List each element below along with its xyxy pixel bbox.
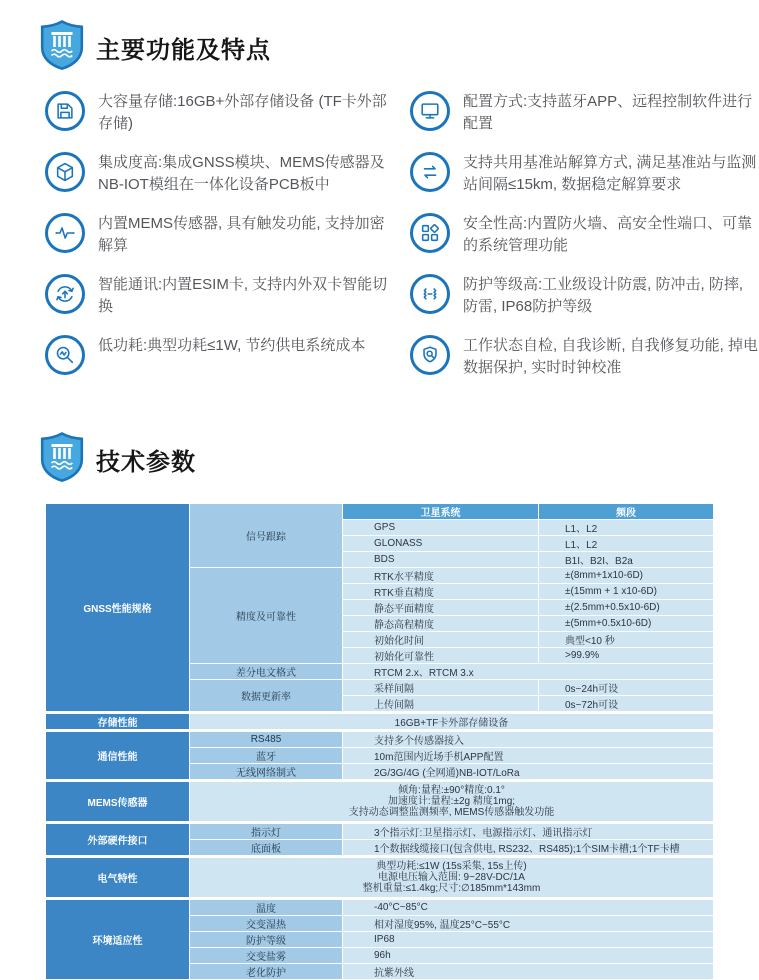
- value-cell: L1、L2: [539, 520, 714, 536]
- value-cell: 3个指示灯:卫星指示灯、电源指示灯、通讯指示灯: [343, 823, 714, 840]
- shield-dam-icon: [40, 20, 84, 75]
- spec-table: [45, 501, 714, 980]
- table-row: [46, 503, 714, 520]
- table-row: [46, 731, 714, 748]
- value-cell: RTCM 2.x、RTCM 3.x: [343, 664, 714, 680]
- pulse-waveform-icon: [45, 213, 85, 253]
- feature-item: [45, 152, 390, 196]
- table-row: [46, 713, 714, 731]
- feature-item: [45, 91, 390, 135]
- param-cell: 初始化时间: [343, 632, 539, 648]
- category-cell-storage: 存储性能: [46, 713, 190, 731]
- feature-text: 内置MEMS传感器, 具有触发功能, 支持加密解算: [98, 215, 385, 254]
- feature-text: 支持共用基准站解算方式, 满足基准站与监测站间隔≤15km, 数据稳定解算要求: [463, 154, 757, 193]
- category-cell-comm: 通信性能: [46, 731, 190, 781]
- param-cell: 指示灯: [190, 823, 343, 840]
- param-cell: 交变湿热: [190, 916, 343, 932]
- vibration-icon: [410, 274, 450, 314]
- value-cell: IP68: [343, 932, 714, 948]
- group-cell-update: 数据更新率: [190, 680, 343, 713]
- value-cell: 相对湿度95%, 温度25°C~55°C: [343, 916, 714, 932]
- feature-item: [410, 213, 759, 257]
- group-cell-signal: 信号跟踪: [190, 503, 343, 568]
- category-cell-env: 环境适应性: [46, 899, 190, 980]
- value-cell: 典型<10 秒: [539, 632, 714, 648]
- feature-text: 智能通讯:内置ESIM卡, 支持内外双卡智能切换: [98, 276, 388, 315]
- value-cell: 10m范围内近场手机APP配置: [343, 748, 714, 764]
- value-line: 支持动态调整监测频率, MEMS传感器触发功能: [348, 807, 555, 818]
- value-cell: ±(15mm + 1 x10-6D): [539, 584, 714, 600]
- shield-dam-icon: [40, 432, 84, 487]
- feature-text: 大容量存储:16GB+外部存储设备 (TF卡外部存储): [98, 93, 387, 132]
- feature-item: [410, 152, 759, 196]
- value-cell: ±(2.5mm+0.5x10-6D): [539, 600, 714, 616]
- cube-icon: [45, 152, 85, 192]
- param-cell: 老化防护: [190, 964, 343, 980]
- param-cell: 温度: [190, 899, 343, 916]
- features-right-column: [410, 91, 759, 396]
- shield-check-icon: [410, 335, 450, 375]
- value-line: 电源电压输入范围: 9~28V-DC/1A: [378, 872, 525, 883]
- feature-item: [45, 213, 390, 257]
- param-cell: 无线网络制式: [190, 764, 343, 781]
- category-cell-hw: 外部硬件接口: [46, 823, 190, 857]
- param-cell: BDS: [343, 552, 539, 568]
- value-cell: ±(5mm+0.5x10-6D): [539, 616, 714, 632]
- table-row: [46, 781, 714, 823]
- param-cell: 采样间隔: [343, 680, 539, 696]
- value-cell: 2G/3G/4G (全网通)NB-IOT/LoRa: [343, 764, 714, 781]
- param-cell: 防护等级: [190, 932, 343, 948]
- param-cell: 静态高程精度: [343, 616, 539, 632]
- value-cell: 1个数据线缆接口(包含供电, RS232、RS485);1个SIM卡槽;1个TF卡槽: [343, 840, 714, 857]
- category-cell-mems: MEMS传感器: [46, 781, 190, 823]
- value-cell: >99.9%: [539, 648, 714, 664]
- value-cell: 抗紫外线: [343, 964, 714, 980]
- feature-text: 集成度高:集成GNSS模块、MEMS传感器及NB-IOT模组在一体化设备PCB板中: [98, 154, 385, 193]
- feature-item: [45, 335, 390, 375]
- param-cell: 蓝牙: [190, 748, 343, 764]
- arrow-cycle-icon: [45, 274, 85, 314]
- specs-section-title: 技术参数: [96, 449, 196, 476]
- param-cell: RS485: [190, 731, 343, 748]
- column-header-band: 频段: [539, 503, 714, 520]
- value-cell: [190, 781, 714, 823]
- feature-item: [45, 274, 390, 318]
- value-cell: B1I、B2I、B2a: [539, 552, 714, 568]
- param-cell: GLONASS: [343, 536, 539, 552]
- features-section-header: [40, 20, 759, 75]
- param-cell: RTK垂直精度: [343, 584, 539, 600]
- value-cell: 16GB+TF卡外部存储设备: [190, 713, 714, 731]
- value-cell: 0s~24h可设: [539, 680, 714, 696]
- table-row: [46, 823, 714, 840]
- value-cell: -40°C~85°C: [343, 899, 714, 916]
- param-cell: 交变盐雾: [190, 948, 343, 964]
- value-cell: [190, 857, 714, 899]
- value-line: 整机重量:≤1.4kg;尺寸:∅185mm*143mm: [362, 883, 541, 894]
- value-cell: L1、L2: [539, 536, 714, 552]
- param-cell: RTK水平精度: [343, 568, 539, 584]
- group-cell-rtcm: 差分电文格式: [190, 664, 343, 680]
- floppy-disk-icon: [45, 91, 85, 131]
- features-list: [45, 91, 759, 396]
- category-cell-power: 电气特性: [46, 857, 190, 899]
- feature-text: 低功耗:典型功耗≤1W, 节约供电系统成本: [98, 337, 366, 354]
- param-cell: GPS: [343, 520, 539, 536]
- table-row: [46, 857, 714, 899]
- value-cell: ±(8mm+1x10-6D): [539, 568, 714, 584]
- feature-item: [410, 274, 759, 318]
- feature-item: [410, 335, 759, 379]
- value-cell: 0s~72h可设: [539, 696, 714, 713]
- value-cell: 支持多个传感器接入: [343, 731, 714, 748]
- blocks-grid-icon: [410, 213, 450, 253]
- value-line: 加速度计:量程:±2g 精度1mg;: [387, 796, 516, 807]
- param-cell: 初始化可靠性: [343, 648, 539, 664]
- param-cell: 底面板: [190, 840, 343, 857]
- table-row: [46, 899, 714, 916]
- magnifier-zigzag-icon: [45, 335, 85, 375]
- feature-text: 防护等级高:工业级设计防震, 防冲击, 防摔, 防雷, IP68防护等级: [463, 276, 744, 315]
- value-cell: 96h: [343, 948, 714, 964]
- value-line: 倾角:量程:±90°精度:0.1°: [398, 785, 505, 796]
- param-cell: 静态平面精度: [343, 600, 539, 616]
- column-header-satellite: 卫星系统: [343, 503, 539, 520]
- category-cell-gnss: GNSS性能规格: [46, 503, 190, 713]
- param-cell: 上传间隔: [343, 696, 539, 713]
- group-cell-accuracy: 精度及可靠性: [190, 568, 343, 664]
- swap-arrows-icon: [410, 152, 450, 192]
- features-section-title: 主要功能及特点: [96, 37, 271, 64]
- features-left-column: [45, 91, 390, 396]
- value-line: 典型功耗:≤1W (15s采集, 15s上传): [376, 861, 527, 872]
- feature-text: 工作状态自检, 自我诊断, 自我修复功能, 掉电数据保护, 实时时钟校准: [463, 337, 759, 376]
- feature-item: [410, 91, 759, 135]
- feature-text: 配置方式:支持蓝牙APP、远程控制软件进行配置: [463, 93, 753, 132]
- specs-section-header: [40, 432, 759, 487]
- monitor-icon: [410, 91, 450, 131]
- feature-text: 安全性高:内置防火墙、高安全性端口、可靠的系统管理功能: [463, 215, 753, 254]
